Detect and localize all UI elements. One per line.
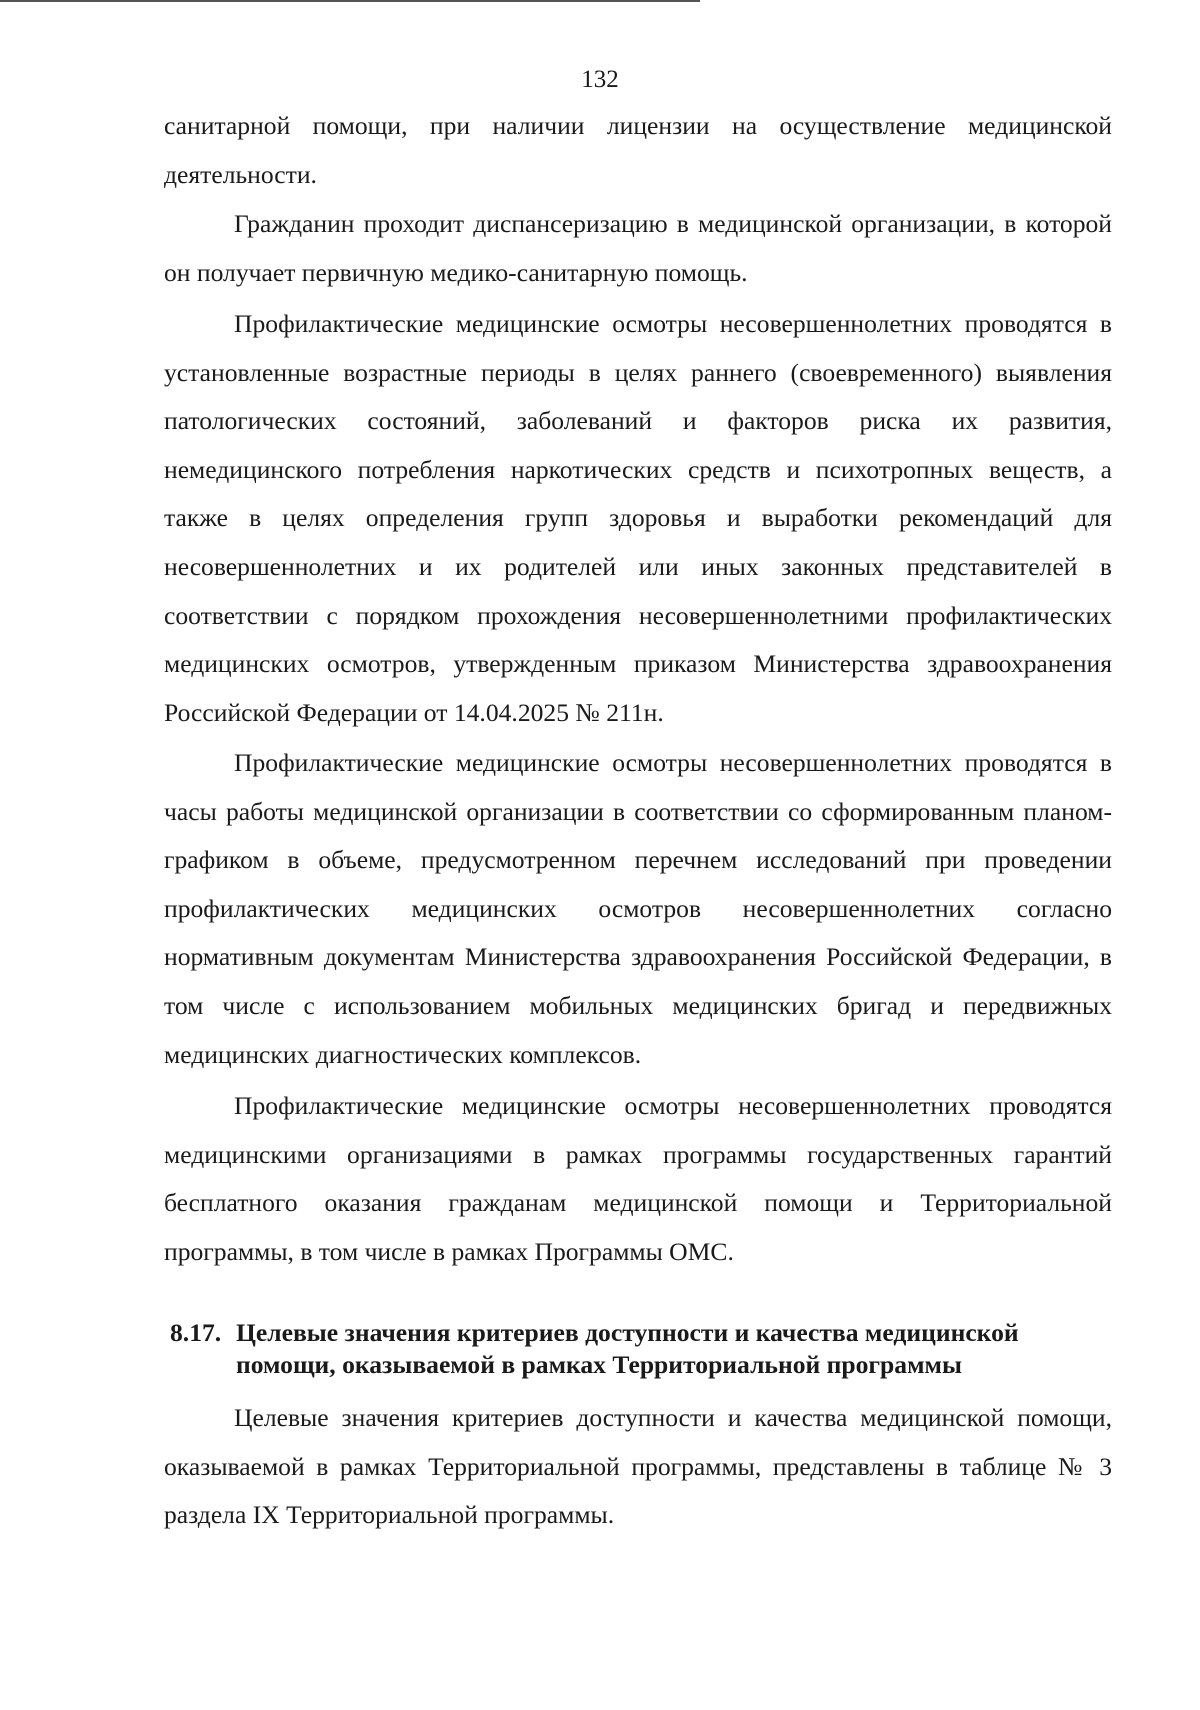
paragraph-text: Целевые значения критериев доступности и качества медицинской помощи, оказываемой в рамках Территориальной программы, представлены в таблице № 3 раздела IX Территориальной программы. [164,1403,1112,1530]
paragraph-text: Профилактические медицинские осмотры несовершеннолетних проводятся медицинскими организациями в рамках программы государственных гарантий бесплатного оказания гражданам медицинской помощи и Территориальной программы, в том числе в рамках Программы ОМС. [164,1091,1112,1266]
scan-top-edge [0,0,700,2]
page-number: 132 [581,66,619,93]
paragraph-section-body [164,1394,1112,1540]
paragraph-text: Гражданин проходит диспансеризацию в медицинской организации, в которой он получает первичную медико-санитарную помощь. [164,209,1112,287]
paragraph-text: Профилактические медицинские осмотры несовершеннолетних проводятся в часы работы медицинской организации в соответствии со сформированным планом-графиком в объеме, предусмотренном перечнем исследований при проведении профилактических медицинских осмотров несовершеннолетних согласно нормативным документам Министерства здравоохранения Российской Федерации, в том числе с использованием мобильных медицинских бригад и передвижных медицинских диагностических комплексов. [164,748,1112,1069]
section-title-line1: Целевые значения критериев доступности и качества медицинской [236,1318,1019,1347]
paragraph-dispensary [164,200,1112,297]
paragraph-text: санитарной помощи, при наличии лицензии на осуществление медицинской деятельности. [164,111,1112,189]
paragraph-text: Профилактические медицинские осмотры несовершеннолетних проводятся в установленные возрастные периоды в целях раннего (своевременного) выявления патологических состояний, заболеваний и факторов риска их развития, немедицинского потребления наркотических средств и психотропных веществ, а также в целях определения групп здоровья и выработки рекомендаций для несовершеннолетних и их родителей или иных законных представителей в соответствии с порядком прохождения несовершеннолетними профилактических медицинских осмотров, утвержденным приказом Министерства здравоохранения Российской Федерации от 14.04.2025 № 211н. [164,309,1112,727]
section-heading-line1 [170,1317,1114,1349]
paragraph-preventive-exams-hours [164,739,1112,1079]
paragraph-preventive-exams-program [164,1082,1112,1276]
section-heading [170,1317,1114,1381]
paragraph-continued [164,102,1112,199]
section-title-line2: помощи, оказываемой в рамках Территориальной программы [236,1350,962,1379]
section-number: 8.17. [170,1318,222,1347]
paragraph-preventive-exams-periods [164,300,1112,737]
